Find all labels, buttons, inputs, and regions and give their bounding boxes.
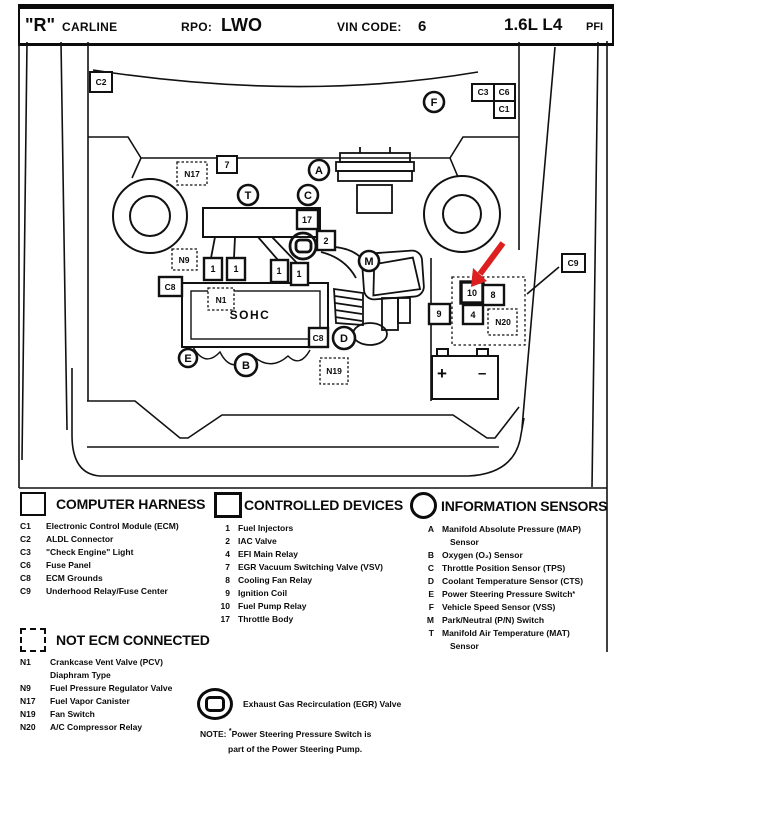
callout-box-1c: [271, 260, 288, 282]
section-title: INFORMATION SENSORS: [441, 497, 608, 514]
svg-text:T: T: [244, 190, 252, 202]
legend-item: B Oxygen (O₂) Sensor: [427, 550, 523, 560]
svg-text:7: 7: [224, 160, 230, 170]
n20-label: N20: [495, 317, 511, 327]
legend-item: 9 Ignition Coil: [225, 588, 288, 598]
svg-text:C2: C2: [95, 77, 107, 87]
svg-text:1: 1: [233, 264, 239, 274]
section-title: COMPUTER HARNESS: [56, 496, 206, 512]
legend-not-ecm-connected: [20, 628, 210, 734]
legend-item: C2 ALDL Connector: [20, 534, 114, 544]
vin-value: 6: [418, 18, 427, 35]
svg-text:F: F: [430, 97, 438, 109]
callout-box-8: [483, 285, 504, 305]
callout-box-c2: [90, 72, 112, 92]
legend-item: C1 Electronic Control Module (ECM): [20, 521, 179, 531]
svg-text:C1: C1: [498, 104, 510, 114]
svg-text:C8: C8: [312, 333, 324, 343]
rpo-label: RPO:: [181, 20, 213, 34]
legend-item: 8 Cooling Fan Relay: [225, 575, 313, 585]
svg-text:C: C: [304, 190, 312, 202]
callout-box-2: [317, 231, 335, 250]
svg-text:17: 17: [301, 215, 313, 225]
callout-box-c3: [472, 84, 494, 101]
legend-computer-harness: [20, 492, 205, 598]
svg-text:C9: C9: [567, 258, 579, 268]
not-ecm-icon: [20, 628, 46, 652]
legend-information-sensors: [410, 492, 607, 653]
callout-box-1a: [204, 258, 222, 280]
callout-circle-f: [424, 92, 444, 112]
svg-text:A: A: [315, 165, 323, 177]
callout-circle-t: [238, 185, 258, 205]
svg-text:C3: C3: [477, 87, 489, 97]
n9-label: N9: [178, 255, 190, 265]
svg-text:C8: C8: [164, 282, 176, 292]
callout-box-c8-engine: [309, 328, 328, 347]
sohc-label: SOHC: [229, 308, 271, 322]
svg-text:M: M: [364, 256, 374, 268]
svg-text:9: 9: [436, 309, 442, 319]
svg-text:1: 1: [210, 264, 216, 274]
footnote: NOTE: *Power Steering Pressure Switch is part of the Power Steering Pump.: [200, 728, 372, 754]
legend-item: N19 Fan Switch: [20, 709, 95, 719]
engine-label: 1.6L L4: [504, 15, 563, 34]
rpo-value: LWO: [221, 15, 262, 35]
legend-item: 7 EGR Vacuum Switching Valve (VSV): [225, 562, 384, 572]
carline-label: CARLINE: [62, 20, 118, 34]
svg-text:1: 1: [296, 269, 302, 279]
legend-item: 1 Fuel Injectors: [225, 523, 294, 533]
callout-boxes: [90, 72, 585, 347]
engine-suffix: PFI: [586, 21, 604, 33]
legend-item: 17 Throttle Body: [220, 614, 294, 624]
legend-item: T Manifold Air Temperature (MAT) Sensor: [428, 628, 570, 651]
callout-box-7: [217, 156, 237, 173]
callout-circle-m: [359, 251, 379, 271]
callout-box-4: [463, 305, 483, 324]
callout-circle-e: [179, 349, 197, 367]
legend-item: M Park/Neutral (P/N) Switch: [426, 615, 545, 625]
legend-item: C8 ECM Grounds: [20, 573, 103, 583]
battery-plus-label: +: [437, 364, 447, 383]
svg-text:E: E: [184, 353, 192, 365]
callout-box-c1: [494, 101, 515, 118]
callout-box-9: [429, 304, 450, 324]
egr-legend: [197, 688, 401, 720]
callout-box-1d: [291, 263, 308, 285]
section-title: NOT ECM CONNECTED: [56, 632, 210, 648]
svg-text:C6: C6: [498, 87, 510, 97]
callout-box-c9: [562, 254, 585, 272]
legend-item: D Coolant Temperature Sensor (CTS): [427, 576, 584, 586]
callout-circle-c: [298, 185, 318, 205]
legend-item: C3 "Check Engine" Light: [20, 547, 134, 557]
svg-text:2: 2: [323, 236, 329, 246]
legend-item: N20 A/C Compressor Relay: [20, 722, 143, 732]
callout-box-17: [297, 210, 318, 229]
legend-item: N9 Fuel Pressure Regulator Valve: [20, 683, 173, 693]
controlled-devices-icon: [214, 492, 242, 518]
callout-circle-a: [309, 160, 329, 180]
legend-item: C Throttle Position Sensor (TPS): [427, 563, 566, 573]
svg-text:B: B: [242, 360, 250, 372]
engine-parts: [182, 147, 425, 365]
legend-item: 10 Fuel Pump Relay: [220, 601, 307, 611]
legend-item: F Vehicle Speed Sensor (VSS): [428, 602, 556, 612]
legend-item: A Manifold Absolute Pressure (MAP) Sensor: [427, 524, 582, 547]
legend-controlled-devices: [214, 492, 403, 626]
legend-item: E Power Steering Pressure Switch *: [428, 589, 576, 599]
callout-box-c6: [494, 84, 515, 101]
callout-circle-d: [333, 327, 355, 349]
svg-text:D: D: [340, 333, 348, 345]
battery-minus-label: –: [478, 365, 487, 382]
section-title: CONTROLLED DEVICES: [244, 497, 403, 513]
vin-label: VIN CODE:: [337, 20, 402, 34]
svg-text:4: 4: [470, 310, 476, 320]
callout-box-c8-left: [159, 277, 182, 296]
n17-label: N17: [184, 169, 200, 179]
computer-harness-icon: [20, 492, 46, 516]
egr-valve-icon: [197, 688, 233, 720]
svg-text:8: 8: [490, 290, 496, 300]
information-sensors-icon: [410, 492, 437, 519]
legend-item: N1 Crankcase Vent Valve (PCV) Diaphram Type: [20, 657, 163, 680]
carline-quote: "R": [25, 15, 56, 35]
legend-item: N17 Fuel Vapor Canister: [20, 696, 130, 706]
legend-item: 2 IAC Valve: [225, 536, 277, 546]
callout-circle-b: [235, 354, 257, 376]
callout-box-1b: [227, 258, 245, 280]
n1-label: N1: [215, 295, 227, 305]
n19-label: N19: [326, 366, 342, 376]
legend-item: 4 EFI Main Relay: [225, 549, 298, 559]
legend-item: C9 Underhood Relay/Fuse Center: [20, 586, 168, 596]
legend-item: C6 Fuse Panel: [20, 560, 91, 570]
svg-text:10: 10: [466, 288, 478, 298]
svg-text:1: 1: [276, 266, 282, 276]
egr-label: Exhaust Gas Recirculation (EGR) Valve: [243, 699, 402, 709]
